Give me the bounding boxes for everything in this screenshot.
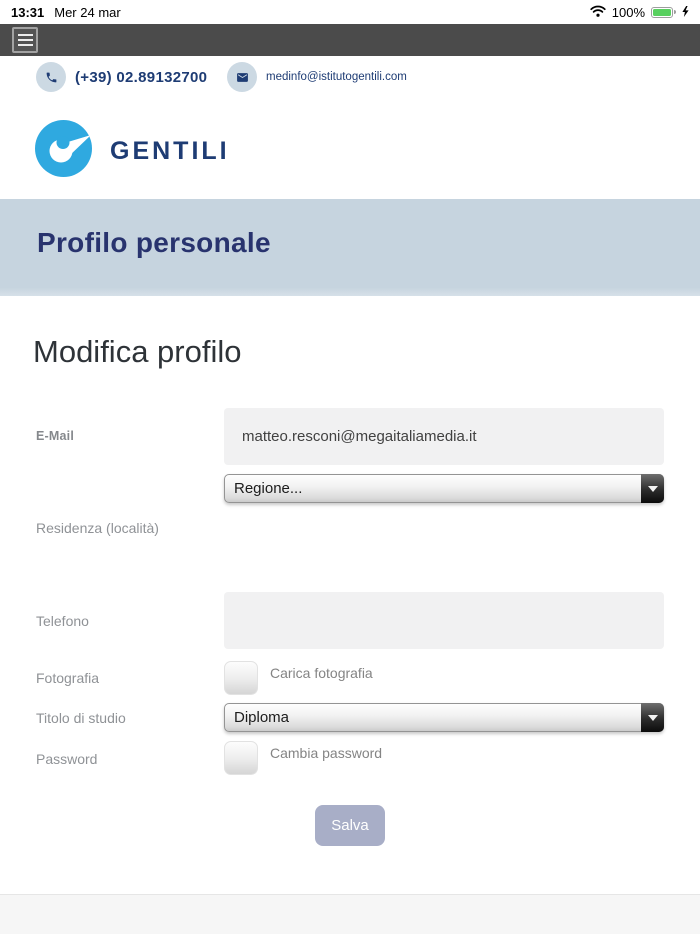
hamburger-menu-icon: [18, 34, 33, 36]
status-bar: [0, 0, 700, 24]
carica-fotografia-checkbox[interactable]: [224, 661, 258, 695]
mail-icon: [227, 62, 257, 92]
region-select-value: Regione...: [234, 480, 303, 497]
phone-number: (+39) 02.89132700: [75, 68, 208, 86]
chevron-down-icon: [641, 703, 664, 732]
cambia-password-checkbox-label: Cambia password: [270, 745, 383, 761]
residenza-label: Residenza (località): [36, 520, 159, 536]
email-field[interactable]: [224, 408, 664, 465]
telefono-field[interactable]: [224, 592, 664, 649]
page-footer: [0, 894, 700, 934]
titolo-select-value: Diploma: [234, 709, 290, 726]
banner-title: Profilo personale: [37, 227, 271, 258]
logo[interactable]: [35, 120, 230, 182]
wifi-icon: [590, 5, 606, 20]
titolo-di-studio-label: Titolo di studio: [36, 710, 126, 726]
status-date: Mer 24 mar: [54, 4, 121, 20]
battery-percent: 100%: [611, 4, 645, 20]
email-address: medinfo@istitutogentili.com: [266, 71, 407, 83]
region-select[interactable]: [224, 474, 664, 503]
page-banner: [0, 199, 700, 296]
carica-fotografia-checkbox-label: Carica fotografia: [270, 665, 373, 681]
password-label: Password: [36, 751, 98, 767]
status-left: [11, 5, 121, 20]
phone-link[interactable]: [36, 62, 207, 92]
phone-icon: [36, 62, 66, 92]
save-button[interactable]: Salva: [315, 805, 385, 846]
navbar: [0, 24, 700, 56]
cambia-password-checkbox[interactable]: [224, 741, 258, 775]
gentili-logo-icon: [35, 120, 92, 182]
fotografia-label: Fotografia: [36, 670, 100, 686]
email-label: E-Mail: [36, 429, 75, 443]
titolo-di-studio-select[interactable]: [224, 703, 664, 732]
brand-name: GENTILI: [110, 136, 230, 165]
chevron-down-icon: [641, 474, 664, 503]
status-right: [590, 5, 689, 20]
battery-icon: [651, 7, 676, 18]
email-link[interactable]: [227, 62, 407, 92]
page-title: Modifica profilo: [33, 334, 242, 369]
telefono-label: Telefono: [36, 613, 89, 629]
charging-bolt-icon: [682, 5, 689, 20]
menu-button[interactable]: [12, 27, 38, 53]
status-time: 13:31: [11, 4, 45, 20]
